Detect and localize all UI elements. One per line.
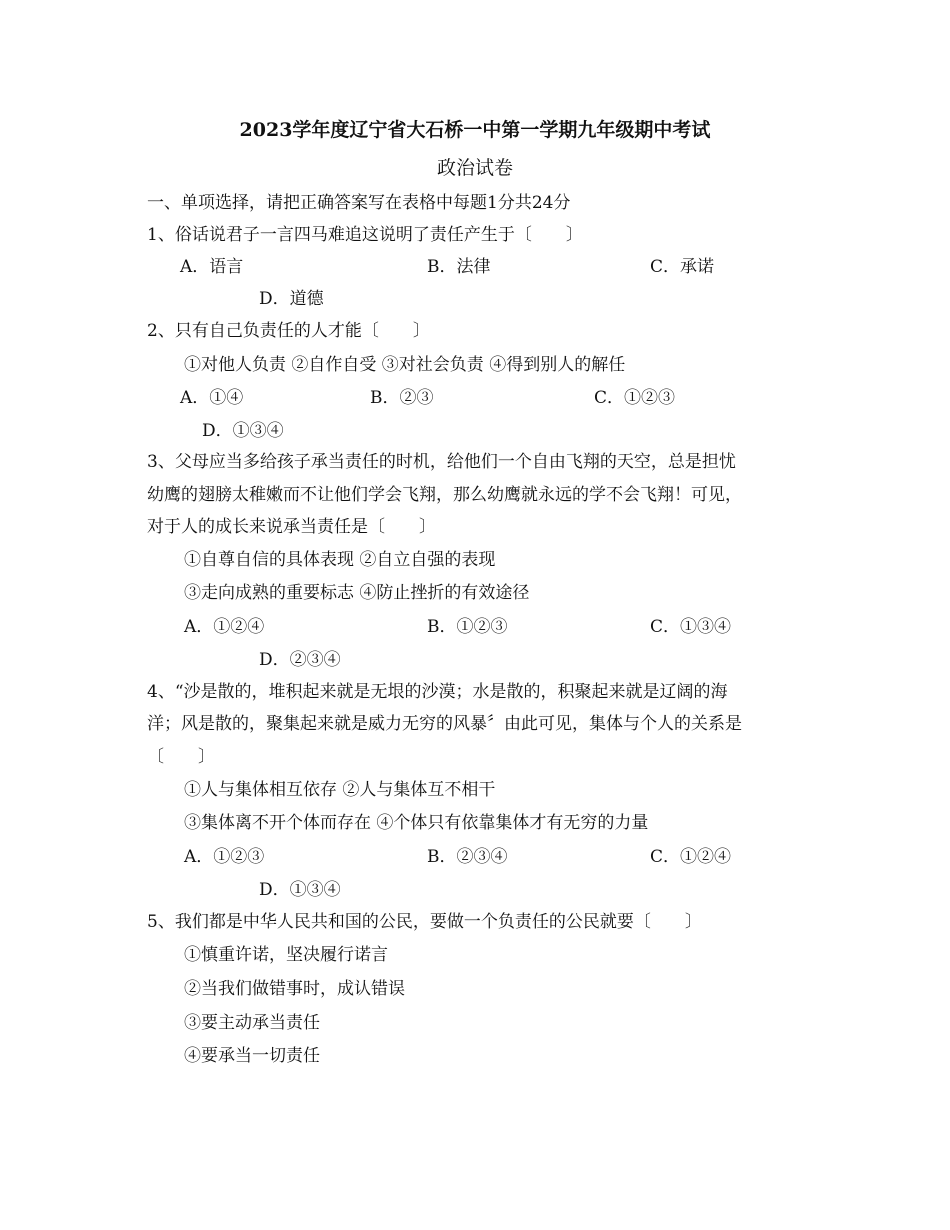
question-4-stem-line-1: 4、“沙是散的，堆积起来就是无垠的沙漠；水是散的，积聚起来就是辽阔的海 [147,682,728,702]
question-3-option-c: C．①③④ [650,617,732,637]
question-4-item-2: ③集体离不开个体而存在 ④个体只有依靠集体才有无穷的力量 [184,813,649,833]
question-2-item: ①对他人负责 ②自作自受 ③对社会负责 ④得到别人的解任 [184,355,626,375]
exam-title: 2023学年度辽宁省大石桥一中第一学期九年级期中考试 [239,119,711,141]
question-1-option-d: D．道德 [259,289,324,309]
question-5-stem: 5、我们都是中华人民共和国的公民，要做一个负责任的公民就要〔 〕 [147,912,702,932]
question-3-option-a: A．①②④ [184,617,265,637]
question-3-stem-line-1: 3、父母应当多给孩子承当责任的时机，给他们一个自由飞翔的天空，总是担忧 [147,452,736,472]
question-5-item-1: ①慎重许诺，坚决履行诺言 [184,945,388,965]
question-4-stem-line-3: 〔 〕 [147,747,215,767]
question-2-stem: 2、只有自己负责任的人才能〔 〕 [147,321,430,341]
question-2-option-b: B．②③ [370,388,434,408]
question-5-item-2: ②当我们做错事时，成认错误 [184,979,405,999]
exam-subtitle: 政治试卷 [436,157,513,179]
question-2-option-a: A．①④ [180,388,244,408]
question-5-item-3: ③要主动承当责任 [184,1013,320,1033]
question-3-stem-line-3: 对于人的成长来说承当责任是〔 〕 [147,517,436,537]
question-4-option-d: D．①③④ [259,880,341,900]
question-2-option-c: C．①②③ [594,388,676,408]
question-4-option-b: B．②③④ [427,847,508,867]
question-2-option-d: D．①③④ [202,421,284,441]
question-3-item-1: ①自尊自信的具体表现 ②自立自强的表现 [184,550,496,570]
question-3-item-2: ③走向成熟的重要标志 ④防止挫折的有效途径 [184,583,530,603]
question-4-stem-line-2: 洋；风是散的，聚集起来就是威力无穷的风暴〞由此可见，集体与个人的关系是 [147,714,742,734]
question-4-option-c: C．①②④ [650,847,732,867]
question-5-item-4: ④要承当一切责任 [184,1046,320,1066]
question-3-option-d: D．②③④ [259,650,341,670]
question-1-option-c: C．承诺 [650,257,715,277]
question-1-option-a: A．语言 [180,257,244,277]
question-4-item-1: ①人与集体相互依存 ②人与集体互不相干 [184,780,496,800]
question-1-option-b: B．法律 [427,257,491,277]
question-1-stem: 1、俗话说君子一言四马难追这说明了责任产生于〔 〕 [147,225,583,245]
question-3-option-b: B．①②③ [427,617,508,637]
question-3-stem-line-2: 幼鹰的翅膀太稚嫩而不让他们学会飞翔，那么幼鹰就永远的学不会飞翔！可见， [147,485,742,505]
question-4-option-a: A．①②③ [184,847,265,867]
section-heading: 一、单项选择，请把正确答案写在表格中每题1分共24分 [147,193,571,213]
